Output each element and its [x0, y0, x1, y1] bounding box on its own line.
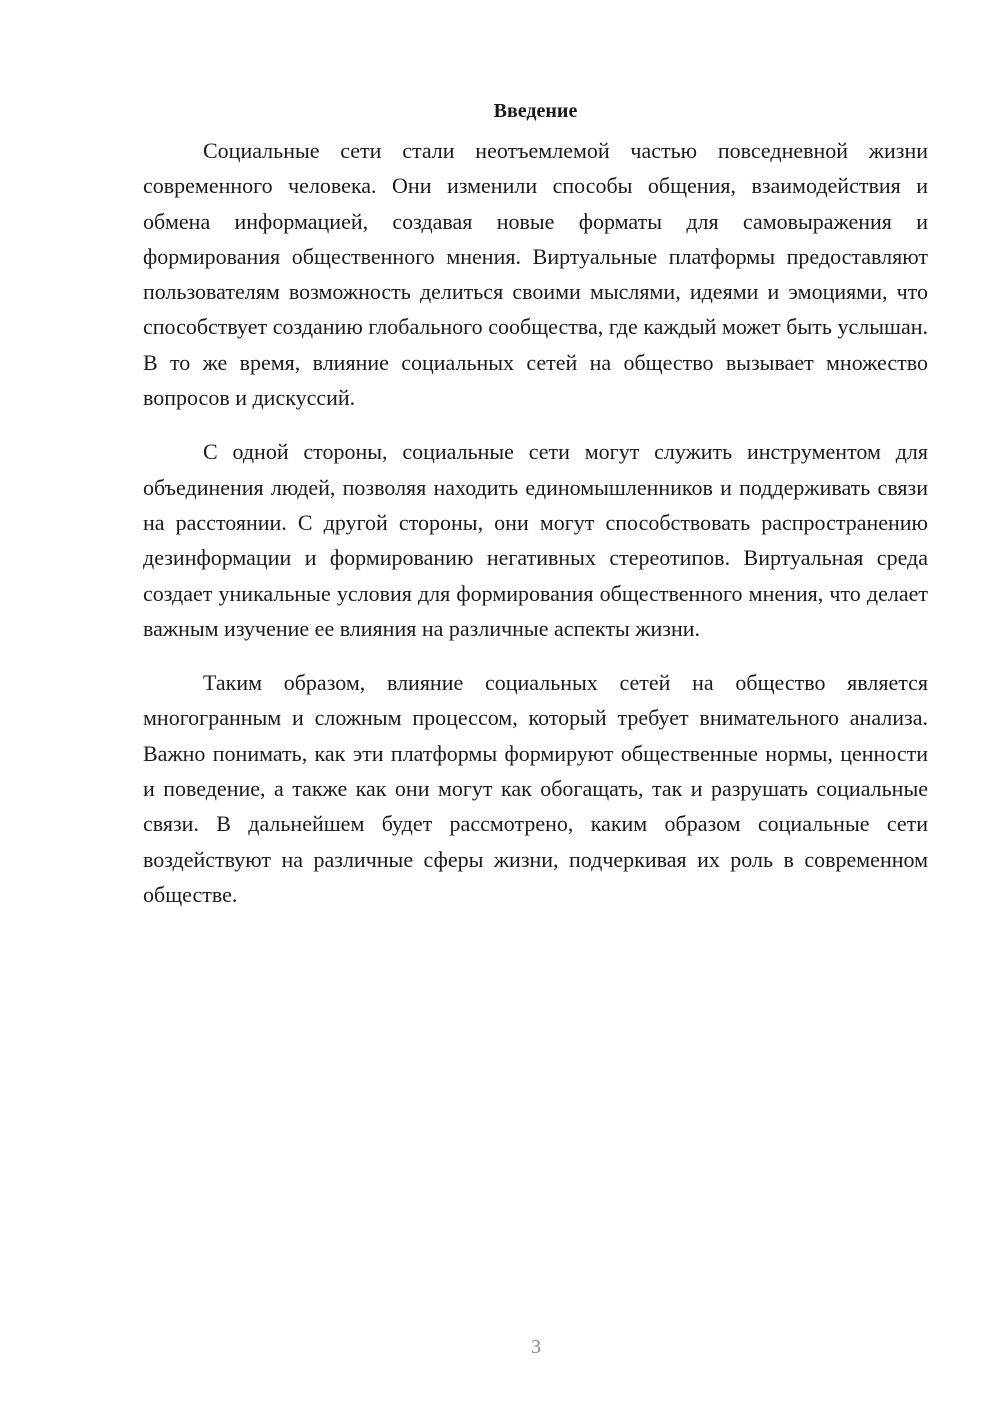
- page-number: 3: [531, 1336, 541, 1358]
- page-content: [143, 96, 928, 912]
- paragraph-2: С одной стороны, социальные сети могут служить инструментом для объединения людей, позволяя находить единомышленников и поддерживать связи на расстоянии. С другой стороны, они могут способствовать распространению дезинформации и формированию негативных стереотипов. Виртуальная среда создает уникальные условия для формирования общественного мнения, что делает важным изучение ее влияния на различные аспекты жизни.: [143, 439, 928, 641]
- paragraph-3: Таким образом, влияние социальных сетей на общество является многогранным и сложным процессом, который требует внимательного анализа. Важно понимать, как эти платформы формируют общественные нормы, ценности и поведение, а также как они могут как обогащать, так и разрушать социальные связи. В дальнейшем будет рассмотрено, каким образом социальные сети воздействуют на различные сферы жизни, подчеркивая их роль в современном обществе.: [143, 670, 928, 907]
- paragraph-1: Социальные сети стали неотъемлемой частью повседневной жизни современного человека. Они изменили способы общения, взаимодействия и обмена информацией, создавая новые форматы для самовыражения и формирования общественного мнения. Виртуальные платформы предоставляют пользователям возможность делиться своими мыслями, идеями и эмоциями, что способствует созданию глобального сообщества, где каждый может быть услышан. В то же время, влияние социальных сетей на общество вызывает множество вопросов и дискуссий.: [143, 138, 928, 411]
- section-heading: Введение: [493, 100, 578, 122]
